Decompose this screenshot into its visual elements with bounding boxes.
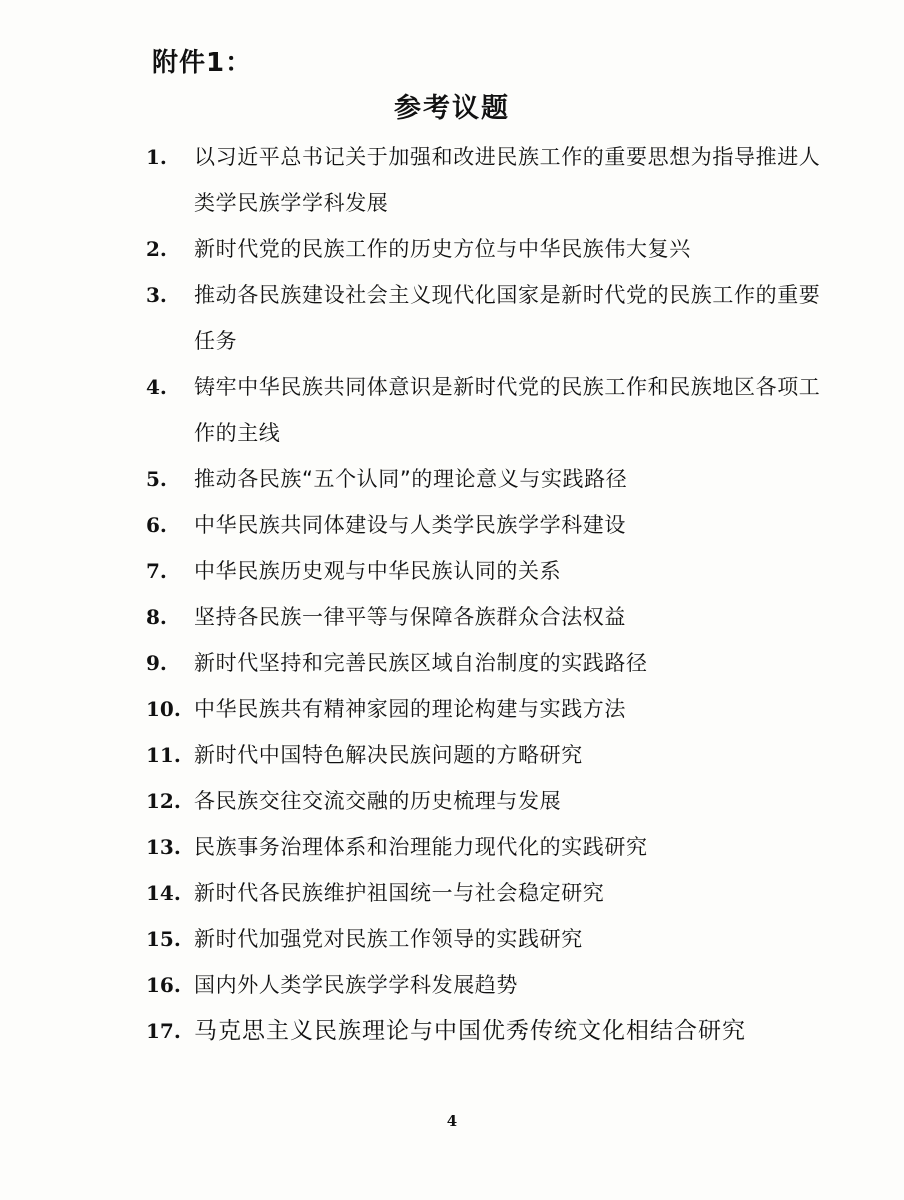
item-text: 马克思主义民族理论与中国优秀传统文化相结合研究 [194,1018,746,1044]
item-number: 11. [146,743,181,767]
list-item [146,824,826,870]
list-item [146,134,826,226]
list-item [146,870,826,916]
item-text: 推动各民族建设社会主义现代化国家是新时代党的民族工作的重要任务 [194,283,821,353]
item-number: 8. [146,605,167,629]
item-number: 10. [146,697,181,721]
item-text: 各民族交往交流交融的历史梳理与发展 [194,789,562,813]
item-text: 铸牢中华民族共同体意识是新时代党的民族工作和民族地区各项工作的主线 [194,375,821,445]
list-item [146,962,826,1008]
item-text: 中华民族历史观与中华民族认同的关系 [194,559,562,583]
item-number: 2. [146,237,167,261]
attachment-label: 附件1： [152,48,253,78]
item-text: 新时代坚持和完善民族区域自治制度的实践路径 [194,651,648,675]
list-item [146,916,826,962]
item-number: 3. [146,283,167,307]
list-item [146,226,826,272]
item-text: 推动各民族“五个认同”的理论意义与实践路径 [194,467,628,491]
list-item [146,548,826,594]
item-text: 新时代党的民族工作的历史方位与中华民族伟大复兴 [194,237,691,261]
item-number: 14. [146,881,181,905]
item-number: 16. [146,973,181,997]
list-item [146,732,826,778]
topic-list [146,134,826,1054]
list-item [146,686,826,732]
item-number: 7. [146,559,167,583]
item-number: 12. [146,789,181,813]
list-item [146,272,826,364]
item-number: 6. [146,513,167,537]
item-text: 坚持各民族一律平等与保障各族群众合法权益 [194,605,626,629]
list-item [146,1008,826,1054]
item-number: 4. [146,375,167,399]
page-number: 4 [446,1112,458,1130]
item-number: 17. [146,1019,181,1043]
list-item [146,640,826,686]
item-text: 新时代各民族维护祖国统一与社会稳定研究 [194,881,605,905]
item-text: 国内外人类学民族学学科发展趋势 [194,973,518,997]
item-text: 新时代中国特色解决民族问题的方略研究 [194,743,583,767]
page-title: 参考议题 [394,93,510,124]
list-item [146,594,826,640]
item-number: 13. [146,835,181,859]
list-item [146,456,826,502]
list-item [146,364,826,456]
item-text: 中华民族共有精神家园的理论构建与实践方法 [194,697,626,721]
item-number: 1. [146,145,167,169]
item-text: 以习近平总书记关于加强和改进民族工作的重要思想为指导推进人类学民族学学科发展 [194,145,821,215]
item-text: 新时代加强党对民族工作领导的实践研究 [194,927,583,951]
item-text: 中华民族共同体建设与人类学民族学学科建设 [194,513,626,537]
list-item [146,502,826,548]
item-number: 5. [146,467,167,491]
item-text: 民族事务治理体系和治理能力现代化的实践研究 [194,835,648,859]
item-number: 9. [146,651,167,675]
item-number: 15. [146,927,181,951]
list-item [146,778,826,824]
